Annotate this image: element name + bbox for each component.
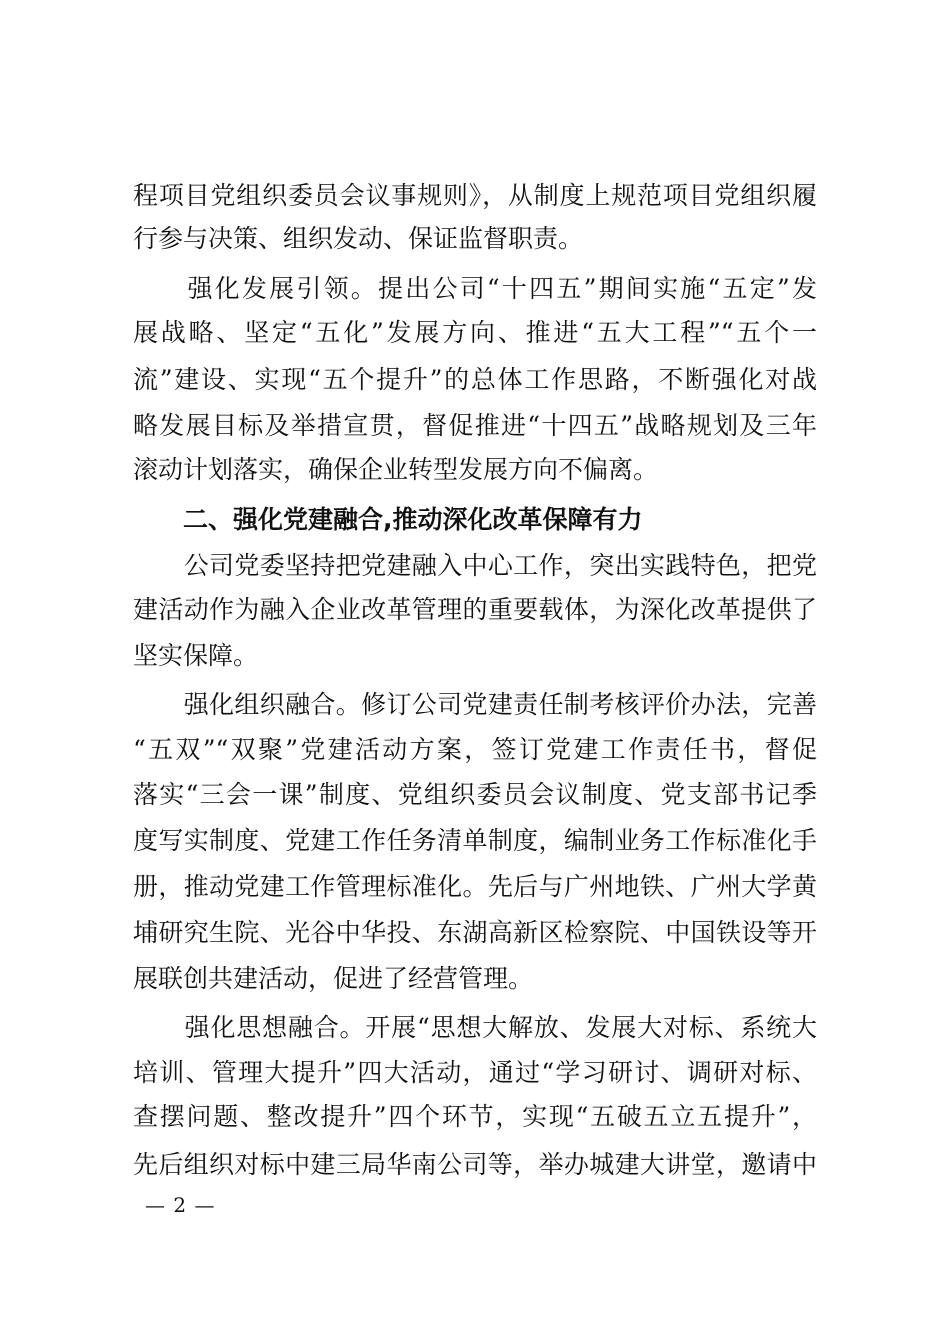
body-text-line: 流”建设、实现“五个提升”的总体工作思路，不断强化对战 xyxy=(133,365,817,394)
body-text-line: 强化组织融合。修订公司党建责任制考核评价办法，完善 xyxy=(133,690,817,719)
body-text-line: 埔研究生院、光谷中华投、东湖高新区检察院、中国铁设等开 xyxy=(133,918,817,947)
body-text-line: “五双”“双聚”党建活动方案，签订党建工作责任书，督促 xyxy=(133,735,817,764)
body-text-line: 建活动作为融入企业改革管理的重要载体，为深化改革提供了 xyxy=(133,595,817,624)
body-text-line: 展战略、坚定“五化”发展方向、推进“五大工程”“五个一 xyxy=(133,318,817,347)
body-text-line: 查摆问题、整改提升”四个环节，实现“五破五立五提升”， xyxy=(133,1102,817,1131)
body-text-line: 先后组织对标中建三局华南公司等，举办城建大讲堂，邀请中 xyxy=(133,1150,817,1179)
body-text-line: 行参与决策、组织发动、保证监督职责。 xyxy=(133,224,584,253)
section-heading: 二、强化党建融合,推动深化改革保障有力 xyxy=(133,505,643,534)
body-text-line: 册，推动党建工作管理标准化。先后与广州地铁、广州大学黄 xyxy=(133,872,817,901)
body-text-line: 公司党委坚持把党建融入中心工作，突出实践特色，把党 xyxy=(133,551,817,580)
body-text-line: 培训、管理大提升”四大活动，通过“学习研讨、调研对标、 xyxy=(133,1058,817,1087)
body-text-line: 坚实保障。 xyxy=(133,641,259,670)
page-number: — 2 — xyxy=(145,1193,216,1217)
body-text-line: 强化发展引领。提出公司“十四五”期间实施“五定”发 xyxy=(133,274,817,303)
body-text-line: 度写实制度、党建工作任务清单制度，编制业务工作标准化手 xyxy=(133,826,817,855)
body-text-line: 强化思想融合。开展“思想大解放、发展大对标、系统大 xyxy=(133,1013,817,1042)
body-text-line: 滚动计划落实，确保企业转型发展方向不偏离。 xyxy=(133,455,659,484)
body-text-line: 程项目党组织委员会议事规则》，从制度上规范项目党组织履 xyxy=(133,181,817,210)
body-text-line: 略发展目标及举措宣贯，督促推进“十四五”战略规划及三年 xyxy=(133,411,817,440)
body-text-line: 展联创共建活动，促进了经营管理。 xyxy=(133,964,534,993)
body-text-line: 落实“三会一课”制度、党组织委员会议制度、党支部书记季 xyxy=(133,780,817,809)
